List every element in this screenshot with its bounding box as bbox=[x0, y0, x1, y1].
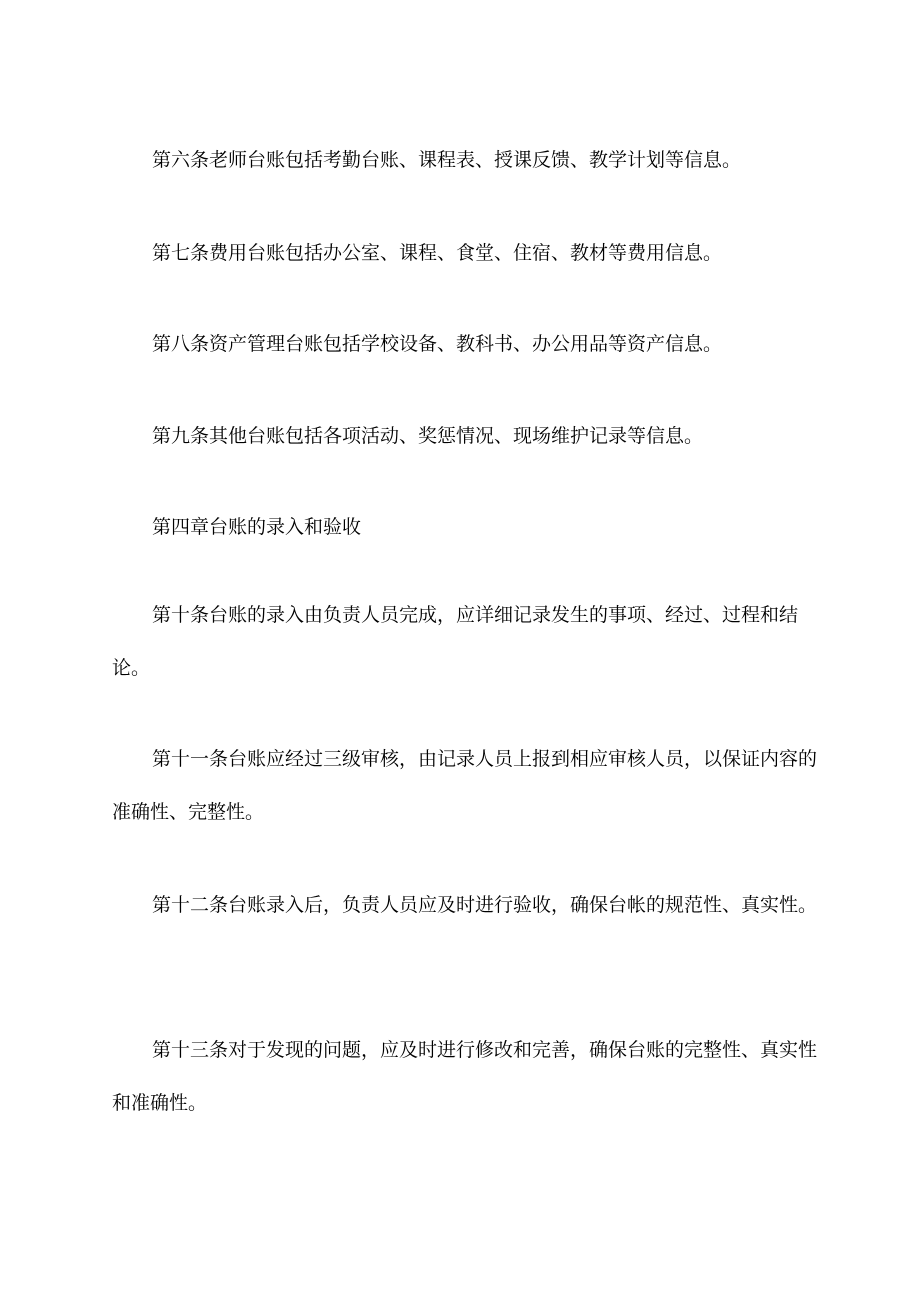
paragraph-article-10: 第十条台账的录入由负责人员完成，应详细记录发生的事项、经过、过程和结论。 bbox=[112, 604, 799, 679]
chapter-heading: 第四章台账的录入和验收 bbox=[152, 516, 362, 538]
paragraph-article-8: 第八条资产管理台账包括学校设备、教科书、办公用品等资产信息。 bbox=[152, 333, 723, 355]
paragraph-article-9: 第九条其他台账包括各项活动、奖惩情况、现场维护记录等信息。 bbox=[152, 425, 704, 447]
paragraph-article-6: 第六条老师台账包括考勤台账、课程表、授课反馈、教学计划等信息。 bbox=[152, 149, 742, 171]
paragraph-article-12: 第十二条台账录入后，负责人员应及时进行验收，确保台帐的规范性、真实性。 bbox=[152, 894, 818, 916]
paragraph-article-11: 第十一条台账应经过三级审核，由记录人员上报到相应审核人员，以保证内容的准确性、完整性。 bbox=[112, 748, 818, 823]
paragraph-article-7: 第七条费用台账包括办公室、课程、食堂、住宿、教材等费用信息。 bbox=[152, 242, 723, 264]
paragraph-article-13: 第十三条对于发现的问题，应及时进行修改和完善，确保台账的完整性、真实性和准确性。 bbox=[112, 1039, 818, 1114]
